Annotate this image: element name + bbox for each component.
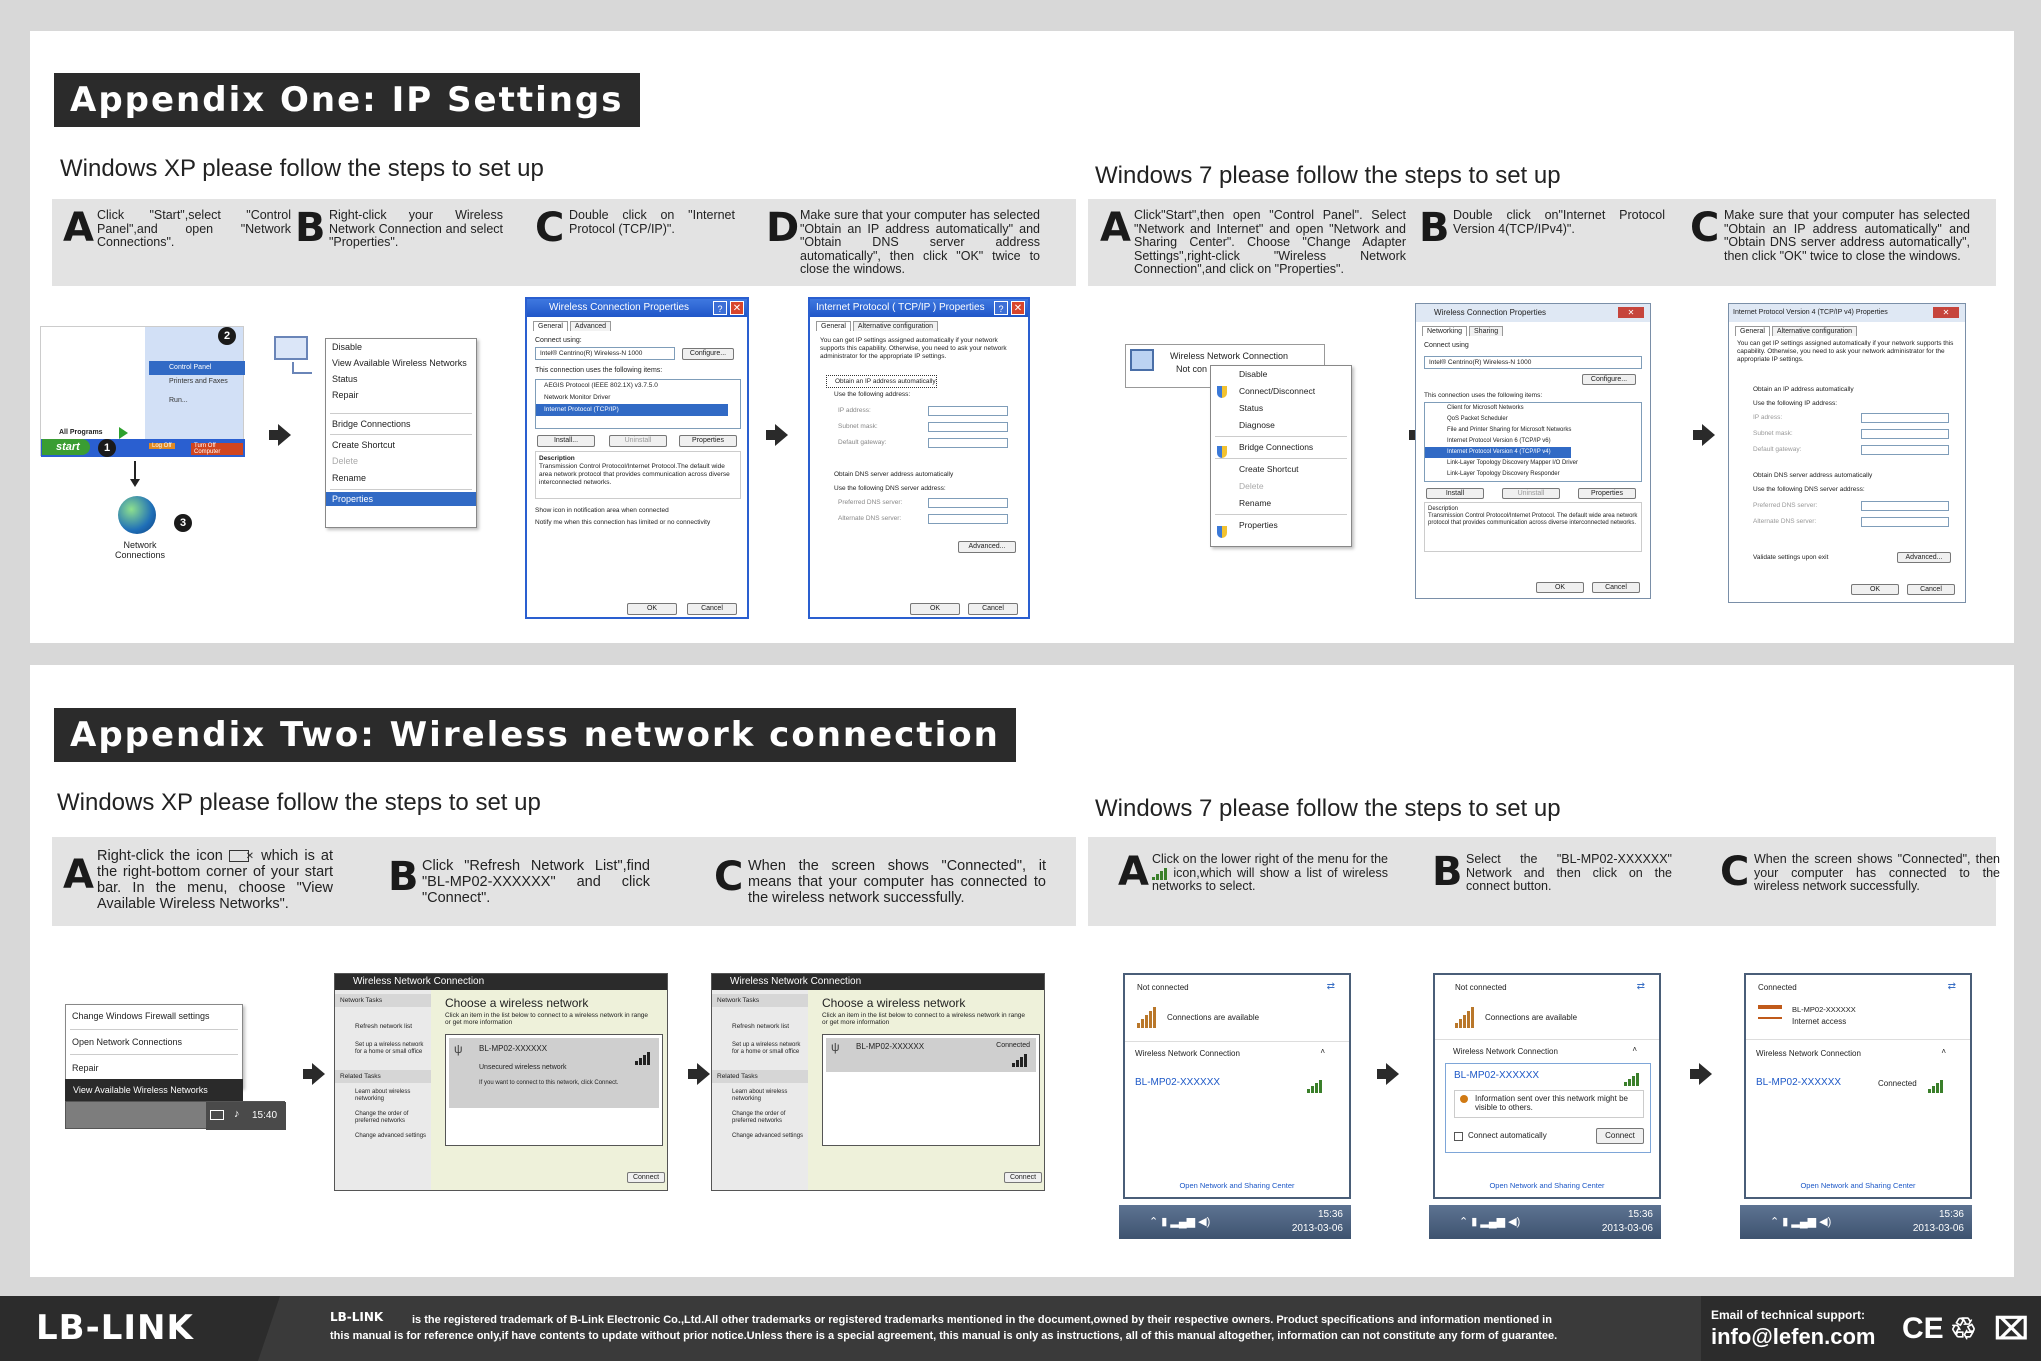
signal-strength-icon xyxy=(1012,1054,1028,1067)
wnc-section-label: Wireless Network Connection xyxy=(1453,1047,1558,1056)
warning-icon xyxy=(1460,1095,1468,1103)
shield-icon xyxy=(1217,386,1227,398)
w7-2-step-c: C When the screen shows "Connected", then your computer has connected to the wireless network successfully. xyxy=(1720,849,2000,895)
appendix-one-panel xyxy=(30,31,2014,643)
collapse-icon[interactable]: ˄ xyxy=(1941,1047,1946,1056)
connect-button[interactable]: Connect xyxy=(627,1172,665,1183)
mask-field[interactable] xyxy=(928,422,1008,432)
advanced-button[interactable]: Advanced... xyxy=(1897,552,1951,563)
show-icon-checkbox[interactable]: Show icon in notification area when connected xyxy=(535,507,669,514)
network-ssid: BL-MP02-XXXXXX xyxy=(856,1042,925,1051)
ce-mark-icon: CE xyxy=(1902,1312,1944,1345)
help-button[interactable]: ? xyxy=(994,301,1008,315)
tray-time: 15:36 xyxy=(1627,1209,1653,1220)
signal-icon xyxy=(1455,1007,1475,1028)
appendix-one-title: Appendix One: IP Settings xyxy=(54,73,640,127)
w7-step-c: C Make sure that your computer has selected "Obtain an IP address automatically" and "Obtain DNS server address automatically", then click "OK" twice to close the windows. xyxy=(1690,205,1970,263)
network-tasks-header: Network Tasks xyxy=(335,994,431,1007)
signal-icon xyxy=(1152,867,1168,881)
menu-view-wireless[interactable]: View Available Wireless Networks xyxy=(332,358,467,368)
w7-network-name: Wireless Network Connection xyxy=(1170,351,1289,361)
tray-date: 2013-03-06 xyxy=(1291,1223,1343,1234)
advanced-link[interactable]: Change advanced settings xyxy=(355,1133,427,1139)
tray-time: 15:36 xyxy=(1938,1209,1964,1220)
xp-start-menu xyxy=(40,326,244,456)
adapter-field: Intel® Centrino(R) Wireless-N 1000 xyxy=(1424,356,1642,369)
w7-step-a: A Click"Start",then open "Control Panel". Select "Network and Internet" and open "Network and Sharing Center". Choose "Change Adapter Settings",right-click "Wireless Network Connection",and click on "Properties". xyxy=(1100,205,1406,276)
list-item[interactable]: Link-Layer Topology Discovery Responder xyxy=(1447,471,1560,477)
weee-bin-icon: ⌧ xyxy=(1994,1313,2029,1346)
xp2-step-c: C When the screen shows "Connected", it means that your computer has connected to the wireless network successfully. xyxy=(714,854,1046,906)
network-connected: Connected xyxy=(1878,1079,1917,1088)
network-security: Unsecured wireless network xyxy=(479,1064,567,1071)
list-item-ipv4[interactable]: Internet Protocol Version 4 (TCP/IP v4) xyxy=(1425,447,1571,458)
learn-link[interactable]: Learn about wireless networking xyxy=(732,1089,788,1102)
xp-wnc-window-2 xyxy=(711,973,1045,1191)
adns-field[interactable] xyxy=(1861,517,1949,527)
arrow-right-icon xyxy=(1702,424,1715,446)
mask-label: Subnet mask: xyxy=(838,423,878,430)
adns-field[interactable] xyxy=(928,514,1008,524)
obtain-ip-radio[interactable]: Obtain an IP address automatically xyxy=(1753,386,1854,393)
menu-bridge[interactable]: Bridge Connections xyxy=(1239,442,1314,452)
footer-brand: LB-LINK xyxy=(330,1310,384,1324)
open-sharing-center-link[interactable]: Open Network and Sharing Center xyxy=(1489,1181,1605,1190)
available-label: Connections are available xyxy=(1167,1013,1260,1022)
menu-delete: Delete xyxy=(1239,481,1264,491)
list-item-tcpip[interactable]: Internet Protocol (TCP/IP) xyxy=(536,404,728,416)
network-list-item[interactable] xyxy=(826,1038,1036,1072)
auto-connect-checkbox[interactable] xyxy=(1454,1132,1463,1141)
w7-step-b: B Double click on"Internet Protocol Version 4(TCP/IPv4)". xyxy=(1419,205,1665,251)
refresh-icon[interactable]: ⇄ xyxy=(1636,981,1645,992)
down-arrow-icon xyxy=(134,461,136,481)
list-item[interactable]: Client for Microsoft Networks xyxy=(1447,405,1524,411)
security-warning: Information sent over this network might be visible to others. xyxy=(1454,1090,1644,1118)
menu-delete: Delete xyxy=(332,456,359,466)
network-ssid: BL-MP02-XXXXXX xyxy=(479,1044,548,1053)
menu-firewall[interactable]: Change Windows Firewall settings xyxy=(72,1011,210,1021)
menu-view-wireless-networks[interactable]: View Available Wireless Networks xyxy=(65,1079,243,1101)
related-tasks-header: Related Tasks xyxy=(335,1070,431,1083)
antenna-icon: ψ xyxy=(454,1042,463,1056)
use-dns-radio[interactable]: Use the following DNS server address: xyxy=(834,485,946,492)
all-programs-arrow-icon xyxy=(119,427,128,439)
footer-line-1: is the registered trademark of B-Link Electronic Co.,Ltd.All other trademarks or registered trademarks mentioned in the document,owned by their respective owners. Product specifications and information mentioned in xyxy=(412,1314,1552,1326)
menu-rename[interactable]: Rename xyxy=(1239,498,1272,508)
menu-diagnose[interactable]: Diagnose xyxy=(1239,420,1275,430)
wnc-section-label: Wireless Network Connection xyxy=(1756,1049,1861,1058)
xp-wireless-properties-window xyxy=(525,297,749,619)
adns-label: Alternate DNS server: xyxy=(1753,518,1817,525)
not-connected-label: Not connected xyxy=(1137,983,1189,992)
ok-button[interactable]: OK xyxy=(1536,582,1584,593)
bench-icon xyxy=(1758,1005,1782,1019)
selected-network-item[interactable] xyxy=(1445,1063,1651,1153)
list-item[interactable]: Internet Protocol Version 6 (TCP/IP v6) xyxy=(1447,438,1551,444)
advanced-button[interactable]: Advanced... xyxy=(958,541,1016,553)
menu-create-shortcut[interactable]: Create Shortcut xyxy=(332,440,396,450)
pdns-field[interactable] xyxy=(928,498,1008,508)
control-panel-item[interactable]: Control Panel xyxy=(149,361,245,375)
tab-general[interactable]: General xyxy=(1735,326,1770,336)
refresh-icon[interactable]: ⇄ xyxy=(1947,981,1956,992)
network-connected: Connected xyxy=(996,1042,1030,1049)
tab-alternative[interactable]: Alternative configuration xyxy=(1772,326,1857,336)
menu-disable[interactable]: Disable xyxy=(1239,369,1268,379)
items-label: This connection uses the following items: xyxy=(1424,392,1543,399)
list-item[interactable]: QoS Packet Scheduler xyxy=(1447,416,1508,422)
window-title: Wireless Network Connection xyxy=(712,974,1044,990)
w7-popup-1 xyxy=(1123,973,1351,1199)
all-programs-item[interactable]: All Programs xyxy=(59,429,103,436)
setup-network-link[interactable]: Set up a wireless network for a home or small office xyxy=(732,1042,801,1055)
tray-date: 2013-03-06 xyxy=(1601,1223,1653,1234)
network-ssid: BL-MP02-XXXXXX xyxy=(1454,1070,1540,1081)
menu-repair[interactable]: Repair xyxy=(332,390,359,400)
choose-hint: Click an item in the list below to connect to a wireless network in range or get more information xyxy=(445,1012,649,1026)
choose-network-heading: Choose a wireless network xyxy=(445,996,589,1010)
footer xyxy=(0,1296,2041,1361)
arrow-right-icon xyxy=(278,424,291,446)
properties-button[interactable]: Properties xyxy=(679,435,737,447)
printers-item[interactable]: Printers and Faxes xyxy=(169,378,228,385)
w7-taskbar-2: ⌃ ▮ ▂▄▆ ◀) 15:36 2013-03-06 xyxy=(1429,1205,1661,1239)
xp-heading-2: Windows XP please follow the steps to set up xyxy=(57,789,541,816)
refresh-network-link[interactable]: Refresh network list xyxy=(355,1023,413,1030)
w7-2-step-b: B Select the "BL-MP02-XXXXXX" Network and then click on the connect button. xyxy=(1432,849,1672,895)
wireless-tray-icon[interactable] xyxy=(210,1110,224,1120)
list-item[interactable]: File and Printer Sharing for Microsoft Networks xyxy=(1447,427,1572,433)
connect-button[interactable]: Connect xyxy=(1004,1172,1042,1183)
menu-repair[interactable]: Repair xyxy=(72,1063,99,1073)
xp2-step-b: B Click "Refresh Network List",find "BL-MP02-XXXXXX" and click "Connect". xyxy=(388,854,650,906)
email-label: Email of technical support: xyxy=(1711,1308,1866,1322)
available-label: Connections are available xyxy=(1485,1013,1578,1022)
ok-button[interactable]: OK xyxy=(1851,584,1899,595)
menu-disable[interactable]: Disable xyxy=(332,342,363,352)
menu-open-connections[interactable]: Open Network Connections xyxy=(72,1037,183,1047)
connected-ssid: BL-MP02-XXXXXX xyxy=(1792,1005,1856,1014)
w7-wireless-properties-window xyxy=(1415,303,1651,599)
mask-label: Subnet mask: xyxy=(1753,430,1793,437)
configure-button[interactable]: Configure... xyxy=(1582,374,1636,385)
menu-status[interactable]: Status xyxy=(332,374,358,384)
marker-1: 1 xyxy=(98,439,116,457)
tab-networking[interactable]: Networking xyxy=(1422,326,1467,336)
wireless-tray-icon: ✕ xyxy=(229,850,249,862)
collapse-icon[interactable]: ˄ xyxy=(1632,1045,1637,1054)
open-sharing-center-link[interactable]: Open Network and Sharing Center xyxy=(1800,1181,1916,1190)
wnc-section-label: Wireless Network Connection xyxy=(1135,1049,1240,1058)
tab-general[interactable]: General xyxy=(533,321,568,331)
appendix-two-panel xyxy=(30,665,2014,1277)
xp-network-icon-cable xyxy=(292,362,312,374)
w7-heading: Windows 7 please follow the steps to set up xyxy=(1095,162,1561,189)
use-ip-radio[interactable]: Use the following IP address: xyxy=(1753,400,1838,407)
help-button[interactable]: ? xyxy=(713,301,727,315)
xp-wnc-window-1 xyxy=(334,973,668,1191)
tab-advanced[interactable]: Advanced xyxy=(570,321,611,331)
refresh-icon[interactable]: ⇄ xyxy=(1326,981,1335,992)
xp-step-a: A Click "Start",select "Control Panel",and open "Network Connections". xyxy=(63,205,291,251)
support-email[interactable]: info@lefen.com xyxy=(1711,1324,1876,1349)
ip-label: IP address: xyxy=(838,407,871,414)
menu-bridge[interactable]: Bridge Connections xyxy=(332,419,411,429)
appendix-two-title: Appendix Two: Wireless network connection xyxy=(54,708,1016,762)
use-dns-radio[interactable]: Use the following DNS server address: xyxy=(1753,486,1865,493)
arrow-right-icon xyxy=(312,1063,325,1085)
mask-field[interactable] xyxy=(1861,429,1949,439)
open-sharing-center-link[interactable]: Open Network and Sharing Center xyxy=(1179,1181,1295,1190)
menu-create-shortcut[interactable]: Create Shortcut xyxy=(1239,464,1299,474)
w7-popup-2 xyxy=(1433,973,1661,1199)
w7-ipv4-properties-window xyxy=(1728,303,1966,603)
advanced-link[interactable]: Change advanced settings xyxy=(732,1133,804,1139)
adns-label: Alternate DNS server: xyxy=(838,515,902,522)
tab-sharing[interactable]: Sharing xyxy=(1469,326,1503,336)
collapse-icon[interactable]: ˄ xyxy=(1320,1047,1325,1056)
order-link[interactable]: Change the order of preferred networks xyxy=(355,1111,409,1124)
arrow-right-icon xyxy=(1386,1063,1399,1085)
signal-strength-icon xyxy=(635,1052,651,1065)
install-button[interactable]: Install xyxy=(1426,488,1484,499)
network-list-item[interactable] xyxy=(449,1038,659,1108)
refresh-network-link[interactable]: Refresh network list xyxy=(732,1023,790,1030)
intro-text: You can get IP settings assigned automatically if your network supports this capability. Otherwise, you need to ask your network administrator for the appropriate IP settings. xyxy=(1737,340,1954,363)
window-title: Internet Protocol ( TCP/IP ) Properties xyxy=(816,302,985,313)
xp-step-c: C Double click on "Internet Protocol (TCP/IP)". xyxy=(535,205,735,251)
footer-line-2: this manual is for reference only,if have contents to update without prior notice.Unless there is a special agreement, this manual is only as instructions, all of this manual altogether, information can not constitute any form of guarantee. xyxy=(330,1330,1558,1342)
uninstall-button: Uninstall xyxy=(609,435,667,447)
run-item[interactable]: Run... xyxy=(169,397,188,404)
tray-clock: 15:40 xyxy=(252,1110,278,1121)
ok-button[interactable]: OK xyxy=(910,603,960,615)
configure-button[interactable]: Configure... xyxy=(682,348,734,360)
network-tasks-header: Network Tasks xyxy=(712,994,808,1007)
marker-3: 3 xyxy=(174,514,192,532)
tab-alternative[interactable]: Alternative configuration xyxy=(853,321,938,331)
pdns-field[interactable] xyxy=(1861,501,1949,511)
intro-text: You can get IP settings assigned automatically if your network supports this capability. Otherwise, you need to ask your network administrator for the appropriate IP settings. xyxy=(820,337,1007,360)
xp-tray-menu xyxy=(65,1004,243,1088)
lb-link-logo: LB-LINK xyxy=(36,1308,194,1348)
obtain-ip-radio[interactable]: Obtain an IP address automatically xyxy=(826,375,937,388)
globe-icon[interactable] xyxy=(118,496,156,534)
tray-time: 15:36 xyxy=(1317,1209,1343,1220)
xp-tcpip-properties-window xyxy=(808,297,1030,619)
validate-checkbox[interactable]: Validate settings upon exit xyxy=(1753,554,1829,561)
w7-network-status: Not con xyxy=(1176,364,1208,374)
choose-hint: Click an item in the list below to connect to a wireless network in range or get more information xyxy=(822,1012,1026,1026)
menu-properties[interactable]: Properties xyxy=(1239,520,1278,530)
auto-connect-label: Connect automatically xyxy=(1468,1131,1547,1140)
antenna-icon: ψ xyxy=(831,1040,840,1054)
network-ssid[interactable]: BL-MP02-XXXXXX xyxy=(1756,1077,1842,1088)
logoff-button[interactable]: Log Off xyxy=(149,443,175,449)
obtain-dns-radio[interactable]: Obtain DNS server address automatically xyxy=(1753,472,1873,479)
menu-status[interactable]: Status xyxy=(1239,403,1264,413)
order-link[interactable]: Change the order of preferred networks xyxy=(732,1111,786,1124)
connect-button[interactable]: Connect xyxy=(1596,1128,1644,1144)
menu-properties[interactable]: Properties xyxy=(326,492,476,506)
pdns-label: Preferred DNS server: xyxy=(1753,502,1818,509)
xp-taskbar xyxy=(65,1101,285,1129)
close-button[interactable]: ✕ xyxy=(1011,301,1025,315)
gateway-label: Default gateway: xyxy=(1753,446,1802,453)
close-button[interactable]: ✕ xyxy=(1618,307,1644,318)
w7-popup-3 xyxy=(1744,973,1972,1199)
start-button[interactable]: start xyxy=(42,439,90,455)
xp-heading: Windows XP please follow the steps to set up xyxy=(60,155,544,182)
install-button[interactable]: Install... xyxy=(537,435,595,447)
gateway-field[interactable] xyxy=(1861,445,1949,455)
network-connections-label: Network Connections xyxy=(114,540,166,560)
xp-network-icon xyxy=(274,336,308,360)
window-title: Wireless Connection Properties xyxy=(549,302,690,313)
down-arrow-head-icon xyxy=(130,479,140,487)
shield-icon xyxy=(1217,446,1227,458)
w7-taskbar-1: ⌃ ▮ ▂▄▆ ◀) 15:36 2013-03-06 xyxy=(1119,1205,1351,1239)
adapter-field: Intel® Centrino(R) Wireless-N 1000 xyxy=(535,347,675,360)
list-item[interactable]: Link-Layer Topology Discovery Mapper I/O Driver xyxy=(1447,460,1578,466)
arrow-right-icon xyxy=(697,1063,710,1085)
network-warning: If you want to connect to this network, click Connect. xyxy=(479,1080,619,1086)
connect-using-label: Connect using: xyxy=(535,337,582,344)
close-button[interactable]: ✕ xyxy=(1933,307,1959,318)
tab-general[interactable]: General xyxy=(816,321,851,331)
connected-label: Connected xyxy=(1758,983,1797,992)
arrow-right-icon xyxy=(1699,1063,1712,1085)
turnoff-button[interactable]: Turn Off Computer xyxy=(191,443,243,455)
window-title: Internet Protocol Version 4 (TCP/IP v4) Properties xyxy=(1733,309,1888,316)
connect-using-label: Connect using xyxy=(1424,342,1469,349)
xp-step-b: B Right-click your Wireless Network Connection and select "Properties". xyxy=(295,205,503,251)
obtain-dns-radio[interactable]: Obtain DNS server address automatically xyxy=(834,471,954,478)
description-box: Description Transmission Control Protocol/Internet Protocol.The default wide area network protocol that provides communication across diverse interconnected networks. xyxy=(535,451,741,499)
shield-icon xyxy=(1217,526,1227,538)
internet-access: Internet access xyxy=(1792,1017,1847,1026)
signal-icon xyxy=(1137,1007,1157,1028)
gateway-field[interactable] xyxy=(928,438,1008,448)
xp-context-menu xyxy=(325,338,477,528)
w7-taskbar-3: ⌃ ▮ ▂▄▆ ◀) 15:36 2013-03-06 xyxy=(1740,1205,1972,1239)
cancel-button[interactable]: Cancel xyxy=(968,603,1018,615)
network-ssid[interactable]: BL-MP02-XXXXXX xyxy=(1135,1077,1221,1088)
close-button[interactable]: ✕ xyxy=(730,301,744,315)
learn-link[interactable]: Learn about wireless networking xyxy=(355,1089,411,1102)
xp-step-d: D Make sure that your computer has selected "Obtain an IP address automatically" and "Obtain DNS server address automatically", then click "OK" twice to close the windows. xyxy=(766,205,1040,276)
list-item[interactable]: AEGIS Protocol (IEEE 802.1X) v3.7.5.0 xyxy=(544,382,658,389)
w7-heading-2: Windows 7 please follow the steps to set up xyxy=(1095,795,1561,822)
uninstall-button: Uninstall xyxy=(1502,488,1560,499)
signal-icon xyxy=(1624,1068,1640,1086)
description-box: Description Transmission Control Protocol/Internet Protocol. The default wide area network protocol that provides communication across diverse interconnected networks. xyxy=(1424,502,1642,552)
not-connected-label: Not connected xyxy=(1455,983,1507,992)
cancel-button[interactable]: Cancel xyxy=(1592,582,1640,593)
gateway-label: Default gateway: xyxy=(838,439,887,446)
setup-network-link[interactable]: Set up a wireless network for a home or small office xyxy=(355,1042,424,1055)
window-title: Wireless Connection Properties xyxy=(1434,308,1547,317)
signal-icon xyxy=(1928,1075,1944,1093)
properties-button[interactable]: Properties xyxy=(1578,488,1636,499)
cancel-button[interactable]: Cancel xyxy=(1907,584,1955,595)
w7-context-menu xyxy=(1210,365,1352,547)
speaker-icon[interactable]: ♪ xyxy=(234,1108,240,1120)
ok-button[interactable]: OK xyxy=(627,603,677,615)
menu-rename[interactable]: Rename xyxy=(332,473,367,483)
marker-2: 2 xyxy=(218,327,236,345)
ip-field[interactable] xyxy=(928,406,1008,416)
use-ip-radio[interactable]: Use the following address: xyxy=(834,391,911,398)
tray-date: 2013-03-06 xyxy=(1912,1223,1964,1234)
ip-field[interactable] xyxy=(1861,413,1949,423)
xp2-step-a: A Right-click the icon ✕ which is at the right-bottom corner of your start bar. In the menu, choose "View Available Wireless Networks". xyxy=(63,848,334,912)
notify-checkbox[interactable]: Notify me when this connection has limited or no connectivity xyxy=(535,519,711,526)
items-label: This connection uses the following items: xyxy=(535,367,663,374)
w7-network-icon xyxy=(1130,349,1154,371)
list-item[interactable]: Network Monitor Driver xyxy=(544,394,611,401)
pdns-label: Preferred DNS server: xyxy=(838,499,903,506)
ip-label: IP adress: xyxy=(1753,414,1783,421)
window-title: Wireless Network Connection xyxy=(335,974,667,990)
choose-network-heading: Choose a wireless network xyxy=(822,996,966,1010)
w7-2-step-a: A Click on the lower right of the menu for the icon,which will show a list of wireless networks to select. xyxy=(1118,849,1388,895)
signal-icon xyxy=(1307,1075,1323,1093)
related-tasks-header: Related Tasks xyxy=(712,1070,808,1083)
cancel-button[interactable]: Cancel xyxy=(687,603,737,615)
recycle-icon: ♲ xyxy=(1950,1313,1977,1346)
menu-connect[interactable]: Connect/Disconnect xyxy=(1239,386,1316,396)
arrow-right-icon xyxy=(775,424,788,446)
